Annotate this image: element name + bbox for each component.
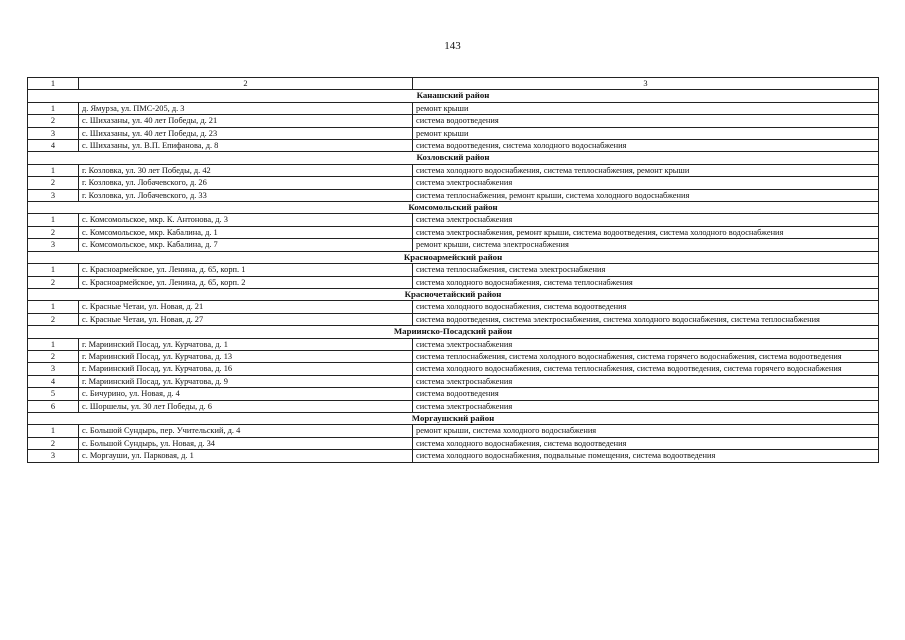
works-cell: ремонт крыши, система электроснабжения (413, 239, 879, 251)
district-header-row (28, 326, 879, 338)
address-cell: с. Красноармейское, ул. Ленина, д. 65, корп. 2 (79, 276, 413, 288)
table-row (28, 437, 879, 449)
row-number: 1 (28, 214, 79, 226)
address-cell: г. Мариинский Посад, ул. Курчатова, д. 13 (79, 350, 413, 362)
district-header-row (28, 288, 879, 300)
column-number-2: 2 (79, 78, 413, 90)
district-title: Моргаушский район (28, 412, 879, 424)
address-cell: с. Комсомольское, мкр. К. Антонова, д. 3 (79, 214, 413, 226)
table-row (28, 400, 879, 412)
address-cell: г. Мариинский Посад, ул. Курчатова, д. 9 (79, 375, 413, 387)
table-row (28, 226, 879, 238)
district-header-row (28, 202, 879, 214)
column-number-1: 1 (28, 78, 79, 90)
works-cell: система холодного водоснабжения, система теплоснабжения, система водоотведения, система горячего водоснабжения (413, 363, 879, 375)
row-number: 2 (28, 350, 79, 362)
works-cell: система электроснабжения (413, 177, 879, 189)
row-number: 3 (28, 450, 79, 462)
row-number: 3 (28, 127, 79, 139)
address-cell: г. Козловка, ул. Лобачевского, д. 33 (79, 189, 413, 201)
table-row (28, 140, 879, 152)
address-cell: с. Шихазаны, ул. 40 лет Победы, д. 23 (79, 127, 413, 139)
page-number: 143 (444, 40, 461, 52)
works-cell: система холодного водоснабжения, подвальные помещения, система водоотведения (413, 450, 879, 462)
address-cell: с. Большой Сундырь, ул. Новая, д. 34 (79, 437, 413, 449)
works-cell: система электроснабжения (413, 400, 879, 412)
address-cell: с. Моргауши, ул. Парковая, д. 1 (79, 450, 413, 462)
works-cell: система электроснабжения, ремонт крыши, система водоотведения, система холодного водоснабжения (413, 226, 879, 238)
address-cell: с. Бичурино, ул. Новая, д. 4 (79, 388, 413, 400)
works-cell: система водоотведения, система электроснабжения, система холодного водоснабжения, система теплоснабжения (413, 313, 879, 325)
row-number: 1 (28, 338, 79, 350)
district-header-row (28, 152, 879, 164)
row-number: 4 (28, 375, 79, 387)
table-row (28, 164, 879, 176)
address-cell: с. Комсомольское, мкр. Кабалина, д. 1 (79, 226, 413, 238)
works-cell: система холодного водоснабжения, система водоотведения (413, 301, 879, 313)
table-row (28, 264, 879, 276)
row-number: 2 (28, 115, 79, 127)
row-number: 2 (28, 177, 79, 189)
address-cell: г. Мариинский Посад, ул. Курчатова, д. 16 (79, 363, 413, 375)
table-body (28, 78, 879, 463)
table-row (28, 313, 879, 325)
works-cell: система холодного водоснабжения, система теплоснабжения (413, 276, 879, 288)
works-cell: система теплоснабжения, система электроснабжения (413, 264, 879, 276)
table-row (28, 127, 879, 139)
address-cell: с. Комсомольское, мкр. Кабалина, д. 7 (79, 239, 413, 251)
table-row (28, 102, 879, 114)
column-number-3: 3 (413, 78, 879, 90)
address-cell: с. Красные Четаи, ул. Новая, д. 27 (79, 313, 413, 325)
works-cell: система электроснабжения (413, 338, 879, 350)
row-number: 1 (28, 102, 79, 114)
table-row (28, 214, 879, 226)
repair-table (27, 77, 879, 463)
table-row (28, 388, 879, 400)
row-number: 4 (28, 140, 79, 152)
address-cell: д. Ямурза, ул. ПМС-205, д. 3 (79, 102, 413, 114)
address-cell: с. Большой Сундырь, пер. Учительский, д. 4 (79, 425, 413, 437)
row-number: 5 (28, 388, 79, 400)
works-cell: ремонт крыши, система холодного водоснабжения (413, 425, 879, 437)
row-number: 3 (28, 239, 79, 251)
row-number: 2 (28, 313, 79, 325)
works-cell: система теплоснабжения, система холодного водоснабжения, система горячего водоснабжения, система водоотведения (413, 350, 879, 362)
row-number: 1 (28, 164, 79, 176)
table-row (28, 350, 879, 362)
table-row (28, 177, 879, 189)
table-row (28, 115, 879, 127)
row-number: 3 (28, 189, 79, 201)
district-title: Мариинско-Посадский район (28, 326, 879, 338)
address-cell: г. Козловка, ул. Лобачевского, д. 26 (79, 177, 413, 189)
row-number: 2 (28, 276, 79, 288)
district-title: Комсомольский район (28, 202, 879, 214)
works-cell: система водоотведения (413, 115, 879, 127)
address-cell: с. Шихазаны, ул. В.П. Епифанова, д. 8 (79, 140, 413, 152)
works-cell: ремонт крыши (413, 127, 879, 139)
table-row (28, 301, 879, 313)
table-row (28, 363, 879, 375)
table-row (28, 425, 879, 437)
column-number-row (28, 78, 879, 90)
works-cell: система электроснабжения (413, 214, 879, 226)
table-row (28, 276, 879, 288)
works-cell: система теплоснабжения, ремонт крыши, система холодного водоснабжения (413, 189, 879, 201)
district-title: Красноармейский район (28, 251, 879, 263)
works-cell: система электроснабжения (413, 375, 879, 387)
row-number: 2 (28, 226, 79, 238)
works-cell: система холодного водоснабжения, система водоотведения (413, 437, 879, 449)
table-row (28, 189, 879, 201)
row-number: 1 (28, 264, 79, 276)
address-cell: с. Красноармейское, ул. Ленина, д. 65, корп. 1 (79, 264, 413, 276)
row-number: 6 (28, 400, 79, 412)
works-cell: система холодного водоснабжения, система теплоснабжения, ремонт крыши (413, 164, 879, 176)
address-cell: г. Мариинский Посад, ул. Курчатова, д. 1 (79, 338, 413, 350)
row-number: 1 (28, 425, 79, 437)
row-number: 1 (28, 301, 79, 313)
district-title: Козловский район (28, 152, 879, 164)
table-row (28, 375, 879, 387)
row-number: 2 (28, 437, 79, 449)
table-row (28, 239, 879, 251)
address-cell: с. Красные Четаи, ул. Новая, д. 21 (79, 301, 413, 313)
table-row (28, 450, 879, 462)
district-header-row (28, 90, 879, 102)
works-cell: ремонт крыши (413, 102, 879, 114)
address-cell: г. Козловка, ул. 30 лет Победы, д. 42 (79, 164, 413, 176)
row-number: 3 (28, 363, 79, 375)
address-cell: с. Шихазаны, ул. 40 лет Победы, д. 21 (79, 115, 413, 127)
district-header-row (28, 412, 879, 424)
district-title: Канашский район (28, 90, 879, 102)
works-cell: система водоотведения (413, 388, 879, 400)
district-header-row (28, 251, 879, 263)
district-title: Красночетайский район (28, 288, 879, 300)
works-cell: система водоотведения, система холодного водоснабжения (413, 140, 879, 152)
address-cell: с. Шоршелы, ул. 30 лет Победы, д. 6 (79, 400, 413, 412)
table-row (28, 338, 879, 350)
